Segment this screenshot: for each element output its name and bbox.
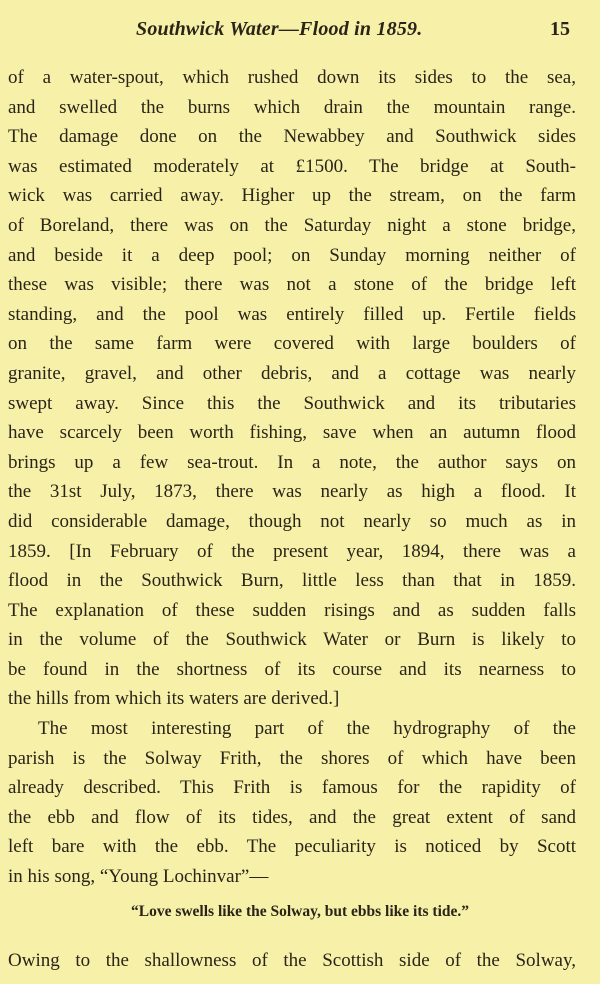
text-line-final: Owing to the shallowness of the Scottish side of the Solway, bbox=[8, 950, 576, 971]
text-line: granite, gravel, and other debris, and a cottage was nearly bbox=[8, 362, 576, 384]
text-line: 1859. [In February of the present year, 1894, there was a bbox=[8, 540, 576, 562]
text-line: left bare with the ebb. The peculiarity is noticed by Scott bbox=[8, 836, 576, 858]
text-line: flood in the Southwick Burn, little less than that in 1859. bbox=[8, 570, 576, 592]
text-line: and swelled the burns which drain the mountain range. bbox=[8, 96, 576, 118]
text-line: have scarcely been worth fishing, save when an autumn flood bbox=[8, 422, 576, 444]
text-line: The explanation of these sudden risings and as sudden falls bbox=[8, 599, 576, 621]
text-line: standing, and the pool was entirely filled up. Fertile fields bbox=[8, 303, 576, 325]
text-line: be found in the shortness of its course and its nearness to bbox=[8, 658, 576, 680]
text-line: was estimated moderately at £1500. The bridge at South- bbox=[8, 155, 576, 177]
text-line: already described. This Frith is famous for the rapidity of bbox=[8, 777, 576, 799]
page-number: 15 bbox=[550, 18, 570, 40]
text-line: swept away. Since this the Southwick and its tributaries bbox=[8, 392, 576, 414]
page-header bbox=[0, 18, 600, 48]
running-title: Southwick Water—Flood in 1859. bbox=[136, 18, 423, 40]
text-line: and beside it a deep pool; on Sunday morning neither of bbox=[8, 244, 576, 266]
text-line: the ebb and flow of its tides, and the great extent of sand bbox=[8, 806, 576, 828]
text-line: these was visible; there was not a stone of the bridge left bbox=[8, 274, 576, 296]
text-line: of a water-spout, which rushed down its sides to the sea, bbox=[8, 67, 576, 88]
text-line: in his song, “Young Lochinvar”— bbox=[8, 866, 269, 888]
text-line: The most interesting part of the hydrography of the bbox=[38, 718, 576, 740]
text-line: brings up a few sea-trout. In a note, the author says on bbox=[8, 451, 576, 473]
text-line: the 31st July, 1873, there was nearly as high a flood. It bbox=[8, 481, 576, 503]
text-line: on the same farm were covered with large boulders of bbox=[8, 333, 576, 355]
text-line: parish is the Solway Frith, the shores of which have been bbox=[8, 747, 576, 769]
text-line: The damage done on the Newabbey and Southwick sides bbox=[8, 126, 576, 148]
text-line: of Boreland, there was on the Saturday night a stone bridge, bbox=[8, 214, 576, 236]
text-line: in the volume of the Southwick Water or Burn is likely to bbox=[8, 629, 576, 651]
text-line: the hills from which its waters are derived.] bbox=[8, 688, 340, 710]
body-text bbox=[8, 63, 576, 892]
text-line: did considerable damage, though not nearly so much as in bbox=[8, 510, 576, 532]
text-line: wick was carried away. Higher up the stream, on the farm bbox=[8, 185, 576, 207]
block-quote: “Love swells like the Solway, but ebbs like its tide.” bbox=[130, 903, 470, 920]
